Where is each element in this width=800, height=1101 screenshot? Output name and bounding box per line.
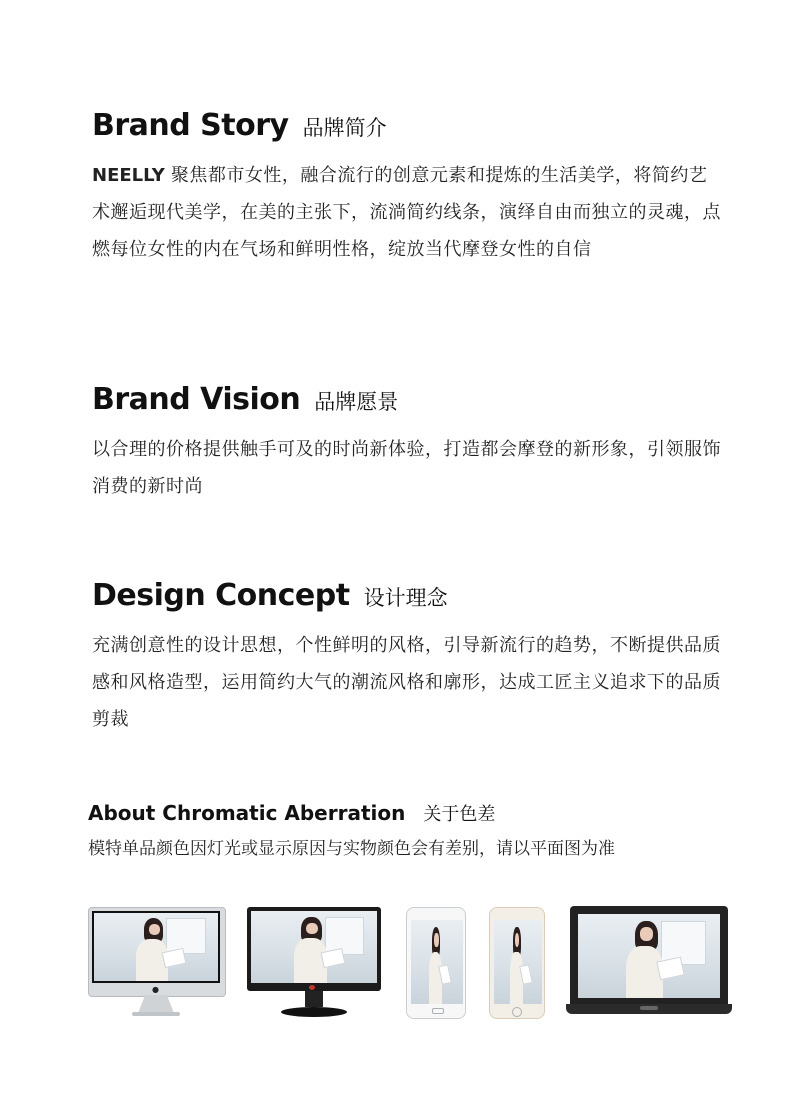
- brand-vision-text: 以合理的价格提供触手可及的时尚新体验，打造都会摩登的新形象，引领服饰消费的新时尚: [92, 439, 721, 497]
- laptop-icon: [566, 906, 732, 1018]
- white-phone-icon: [406, 907, 466, 1019]
- brand-story-section: [92, 108, 722, 268]
- apple-logo-icon: ●: [152, 985, 159, 994]
- imac-icon: [88, 907, 224, 1019]
- lg-logo-icon: [309, 985, 315, 990]
- model-photo: [94, 913, 218, 981]
- design-concept-heading: [92, 578, 722, 613]
- chromatic-aberration-title-en: About Chromatic Aberration: [88, 801, 406, 825]
- design-concept-text: 充满创意性的设计思想，个性鲜明的风格，引导新流行的趋势，不断提供品质感和风格造型，运用简约大气的潮流风格和廓形，达成工匠主义追求下的品质剪裁: [92, 635, 721, 730]
- brand-story-title-cn: 品牌简介: [302, 116, 387, 140]
- brand-vision-title-en: Brand Vision: [92, 382, 301, 417]
- brand-story-title-en: Brand Story: [92, 108, 289, 143]
- chromatic-aberration-section: [88, 800, 728, 864]
- laptop-logo-icon: [640, 1006, 658, 1010]
- brand-vision-title-cn: 品牌愿景: [314, 390, 399, 414]
- gold-phone-icon: [489, 907, 545, 1019]
- home-button-icon: [512, 1007, 522, 1017]
- lg-monitor-icon: [247, 907, 381, 1019]
- brand-vision-heading: [92, 382, 722, 417]
- chromatic-aberration-heading: [88, 800, 728, 826]
- model-photo: [411, 920, 463, 1004]
- design-concept-title-cn: 设计理念: [363, 586, 448, 610]
- brand-story-heading: [92, 108, 722, 143]
- home-button-icon: [432, 1008, 444, 1014]
- design-concept-section: [92, 578, 722, 738]
- design-concept-title-en: Design Concept: [92, 578, 350, 613]
- brand-name: NEELLY: [92, 165, 165, 186]
- chromatic-aberration-title-cn: 关于色差: [423, 804, 496, 825]
- brand-story-body: 聚焦都市女性，融合流行的创意元素和提炼的生活美学，将简约艺术邂逅现代美学，在美的主张下，流淌简约线条，演绎自由而独立的灵魂，点燃每位女性的内在气场和鲜明性格，绽放当代摩登女性的自信: [92, 165, 721, 260]
- model-photo: [578, 914, 720, 998]
- model-photo: [251, 911, 377, 983]
- chromatic-aberration-text: 模特单品颜色因灯光或显示原因与实物颜色会有差别，请以平面图为准: [88, 839, 615, 859]
- brand-story-text: [92, 157, 722, 268]
- brand-vision-section: [92, 382, 722, 505]
- model-photo: [494, 920, 542, 1004]
